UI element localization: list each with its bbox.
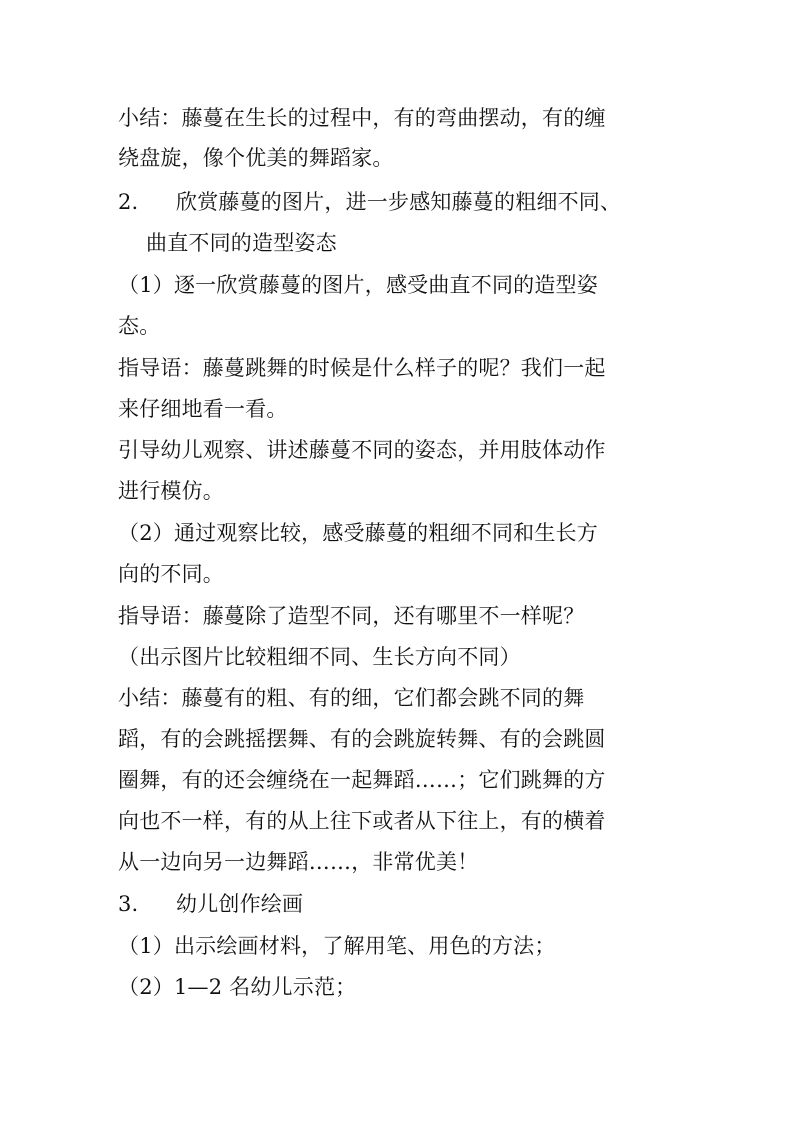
item-1-line-2: 态。 <box>118 314 161 338</box>
guidance-line-2: 来仔细地看一看。 <box>118 397 288 421</box>
summary2-line-1: 小结：藤蔓有的粗、有的细，它们都会跳不同的舞 <box>118 686 585 710</box>
section-2-title: 欣赏藤蔓的图片，进一步感知藤蔓的粗细不同、 <box>176 190 622 214</box>
summary2-line-2: 蹈，有的会跳摇摆舞、有的会跳旋转舞、有的会跳圆 <box>118 727 606 751</box>
section-3-number: 3. <box>118 892 139 916</box>
summary2-line-5: 从一边向另一边舞蹈……，非常优美！ <box>118 850 479 874</box>
section-2-number: 2. <box>118 190 139 214</box>
item-2-line-1: （2）通过观察比较，感受藤蔓的粗细不同和生长方 <box>118 521 598 545</box>
section-3-heading <box>118 892 303 916</box>
observe-line-2: 进行模仿。 <box>118 479 224 503</box>
summary2-line-3: 圈舞，有的还会缠绕在一起舞蹈……；它们跳舞的方 <box>118 768 606 792</box>
summary-line-2: 绕盘旋，像个优美的舞蹈家。 <box>118 146 394 170</box>
section-3-title: 幼儿创作绘画 <box>176 892 304 916</box>
guidance-line-3: 指导语：藤蔓除了造型不同，还有哪里不一样呢？ <box>118 604 585 628</box>
show-pictures-line: （出示图片比较粗细不同、生长方向不同） <box>118 645 521 669</box>
section-2-heading <box>118 190 621 214</box>
item-1-line-1: （1）逐一欣赏藤蔓的图片，感受曲直不同的造型姿 <box>118 273 598 297</box>
guidance-line-1: 指导语：藤蔓跳舞的时候是什么样子的呢？我们一起 <box>118 356 606 380</box>
section-2-title-continuation: 曲直不同的造型姿态 <box>146 231 337 255</box>
summary2-line-4: 向也不一样，有的从上往下或者从下往上，有的横着 <box>118 809 606 833</box>
item-2-line-2: 向的不同。 <box>118 562 224 586</box>
summary-line-1: 小结：藤蔓在生长的过程中，有的弯曲摆动，有的缠 <box>118 106 606 130</box>
item-3-1-line: （1）出示绘画材料，了解用笔、用色的方法； <box>118 934 556 958</box>
observe-line-1: 引导幼儿观察、讲述藤蔓不同的姿态，并用肢体动作 <box>118 438 606 462</box>
item-3-2-line: （2）1—2 名幼儿示范； <box>118 975 357 999</box>
